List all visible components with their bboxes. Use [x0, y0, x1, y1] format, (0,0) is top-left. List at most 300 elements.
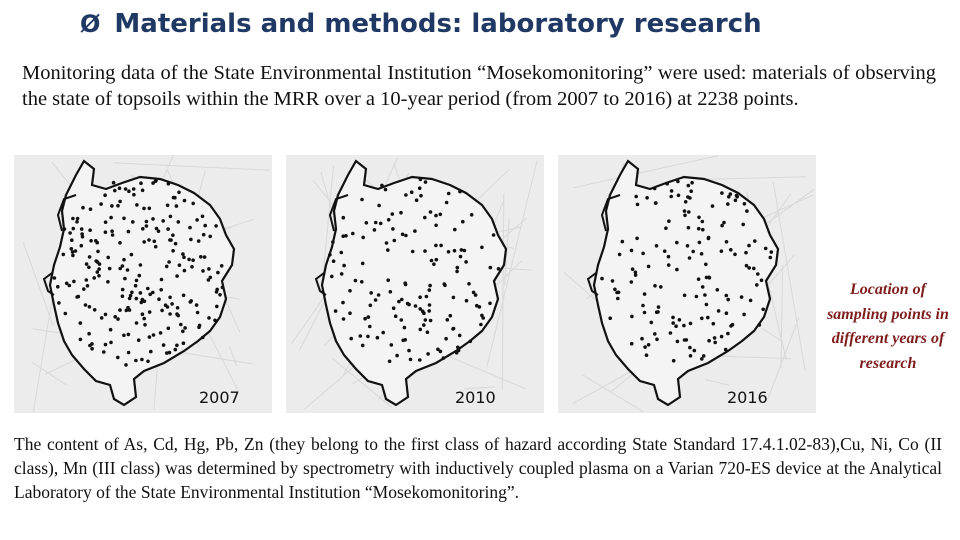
sampling-point [137, 338, 141, 342]
sampling-point [87, 332, 91, 336]
sampling-point [118, 186, 122, 190]
sampling-point [697, 277, 701, 281]
sampling-point [176, 314, 180, 318]
sampling-point [175, 274, 179, 278]
sampling-point [113, 189, 117, 193]
sampling-point [653, 332, 657, 336]
sampling-point [676, 180, 680, 184]
sampling-point [675, 268, 679, 272]
sampling-point [102, 350, 106, 354]
sampling-point [423, 249, 427, 253]
sampling-point [146, 287, 150, 291]
sampling-point [138, 274, 142, 278]
sampling-point [145, 220, 149, 224]
sampling-point [671, 321, 675, 325]
sampling-point [361, 262, 365, 266]
sampling-point [331, 240, 335, 244]
sampling-point [109, 328, 113, 332]
sampling-point [202, 233, 206, 237]
sampling-point [693, 349, 697, 353]
sampling-point [397, 300, 401, 304]
sampling-point [155, 227, 159, 231]
sampling-point [341, 234, 345, 238]
sampling-point [179, 323, 183, 327]
sampling-point [446, 318, 450, 322]
sampling-point [215, 305, 219, 309]
sampling-point [104, 230, 108, 234]
sampling-point [176, 306, 180, 310]
sampling-point [369, 291, 373, 295]
sampling-point [611, 279, 615, 283]
sampling-point [713, 341, 717, 345]
sampling-point [616, 297, 620, 301]
sampling-point [381, 331, 385, 335]
sampling-point [404, 234, 408, 238]
sampling-point [630, 249, 634, 253]
sampling-point [152, 333, 156, 337]
sampling-point [166, 305, 170, 309]
sampling-point [93, 308, 97, 312]
sampling-point [207, 316, 211, 320]
sampling-point [168, 296, 172, 300]
sampling-point [667, 263, 671, 267]
sampling-point [131, 220, 135, 224]
sampling-point [678, 318, 682, 322]
sampling-point [348, 311, 352, 315]
sampling-point [154, 179, 158, 183]
sampling-point [399, 211, 403, 215]
sampling-point [340, 272, 344, 276]
sampling-point [134, 359, 138, 363]
sampling-point [147, 238, 151, 242]
sampling-point [469, 340, 473, 344]
sampling-point [489, 266, 493, 270]
sampling-point [88, 228, 92, 232]
sampling-point [683, 214, 687, 218]
sampling-point [151, 217, 155, 221]
sampling-point [741, 223, 745, 227]
sampling-point [707, 236, 711, 240]
sampling-point [456, 346, 460, 350]
sampling-point [76, 217, 80, 221]
sampling-point [734, 199, 738, 203]
sampling-point [215, 288, 219, 292]
sampling-point [698, 241, 702, 245]
sampling-point [99, 202, 103, 206]
sampling-point [182, 256, 186, 260]
sampling-point [608, 316, 612, 320]
sampling-point [630, 280, 634, 284]
sampling-point [169, 215, 173, 219]
sampling-point [686, 244, 690, 248]
sampling-point [659, 285, 663, 289]
sampling-point [422, 323, 426, 327]
sampling-point [135, 321, 139, 325]
sampling-point [86, 284, 90, 288]
sampling-point [689, 322, 693, 326]
sampling-point [116, 356, 120, 360]
sampling-point [701, 220, 705, 224]
sampling-point [182, 294, 186, 298]
sampling-point [677, 194, 681, 198]
sampling-point [421, 309, 425, 313]
sampling-point [439, 244, 443, 248]
sampling-point [753, 239, 757, 243]
sampling-point [160, 278, 164, 282]
sampling-point [674, 324, 678, 328]
sampling-point [361, 236, 365, 240]
sampling-point [218, 293, 222, 297]
sampling-point [145, 224, 149, 228]
sampling-point [419, 178, 423, 182]
slide-title-text: Materials and methods: laboratory research [114, 9, 762, 39]
sampling-point [479, 323, 483, 327]
sampling-point [141, 312, 145, 316]
sampling-point [691, 250, 695, 254]
sampling-point [769, 256, 773, 260]
sampling-point [220, 264, 224, 268]
sampling-point [365, 221, 369, 225]
sampling-point [328, 253, 332, 257]
sampling-point [672, 359, 676, 363]
sampling-point [414, 304, 418, 308]
sampling-point [647, 265, 651, 269]
sampling-point [467, 282, 471, 286]
sampling-point [419, 328, 423, 332]
sampling-point [79, 321, 83, 325]
sampling-point [143, 323, 147, 327]
sampling-point [349, 337, 353, 341]
sampling-point [132, 193, 136, 197]
sampling-point [636, 203, 640, 207]
sampling-point [108, 267, 112, 271]
sampling-point [643, 292, 647, 296]
sampling-point [419, 194, 423, 198]
sampling-point [359, 334, 363, 338]
sampling-point [160, 309, 164, 313]
sampling-point [689, 354, 693, 358]
sampling-point [79, 338, 83, 342]
sampling-point [96, 270, 100, 274]
sampling-point [442, 356, 446, 360]
sampling-point [618, 253, 622, 257]
sampling-point [174, 348, 178, 352]
sampling-point [167, 182, 171, 186]
sampling-point [389, 290, 393, 294]
sampling-point [87, 266, 91, 270]
sampling-point [80, 227, 84, 231]
sampling-point [348, 289, 352, 293]
sampling-point [166, 227, 170, 231]
sampling-point [75, 295, 79, 299]
sampling-point [368, 325, 372, 329]
sampling-point [688, 256, 692, 260]
sampling-point [428, 284, 432, 288]
sampling-point [85, 262, 89, 266]
sampling-point [669, 331, 673, 335]
sampling-point [142, 207, 146, 211]
sampling-point [613, 288, 617, 292]
sampling-point [88, 305, 92, 309]
map-2007 [14, 155, 272, 413]
sampling-point [70, 238, 74, 242]
sampling-point [70, 247, 74, 251]
sampling-point [455, 270, 459, 274]
sampling-point [342, 317, 346, 321]
sampling-point [377, 293, 381, 297]
sampling-point [740, 295, 744, 299]
sampling-point [760, 279, 764, 283]
sampling-point [90, 347, 94, 351]
sampling-point [461, 220, 465, 224]
sampling-point [641, 304, 645, 308]
sampling-point [139, 263, 143, 267]
sampling-point [208, 235, 212, 239]
sampling-point [470, 213, 474, 217]
sampling-point [704, 263, 708, 267]
sampling-point [488, 302, 492, 306]
sampling-point [744, 251, 748, 255]
sampling-point [411, 250, 415, 254]
sampling-point [361, 344, 365, 348]
sampling-point [726, 332, 730, 336]
sampling-point [135, 297, 139, 301]
sampling-point [135, 203, 139, 207]
sampling-point [146, 360, 150, 364]
sampling-point [701, 285, 705, 289]
sampling-point [403, 338, 407, 342]
sampling-point [657, 305, 661, 309]
sampling-point [733, 253, 737, 257]
sampling-point [121, 294, 125, 298]
sampling-point [621, 240, 625, 244]
sampling-point [118, 241, 122, 245]
sampling-point [64, 312, 68, 316]
sampling-point [97, 267, 101, 271]
sampling-point [724, 348, 728, 352]
sampling-point [207, 278, 211, 282]
sampling-point [386, 248, 390, 252]
sampling-point [110, 204, 114, 208]
sampling-point [700, 357, 704, 361]
sampling-point [116, 204, 120, 208]
sampling-point [451, 327, 455, 331]
sampling-point [148, 293, 152, 297]
sampling-point [379, 222, 383, 226]
sampling-point [711, 204, 715, 208]
sampling-point [124, 187, 128, 191]
sampling-point [720, 224, 724, 228]
sampling-point [367, 315, 371, 319]
sampling-point [386, 278, 390, 282]
sampling-point [159, 331, 163, 335]
sampling-point [177, 220, 181, 224]
sampling-point [758, 323, 762, 327]
sampling-point [85, 278, 89, 282]
sampling-point [81, 235, 85, 239]
sampling-point [745, 209, 749, 213]
sampling-point [96, 260, 100, 264]
sampling-point [68, 231, 72, 235]
sampling-point [665, 182, 669, 186]
sampling-point [130, 253, 134, 257]
sampling-point [720, 191, 724, 195]
sampling-point [706, 316, 710, 320]
sampling-point [687, 184, 691, 188]
sampling-point [95, 241, 99, 245]
sampling-point [655, 338, 659, 342]
sampling-point [148, 335, 152, 339]
sampling-point [726, 298, 730, 302]
sampling-point [191, 258, 195, 262]
sampling-point [129, 294, 133, 298]
sampling-point [717, 309, 721, 313]
sampling-point [189, 300, 193, 304]
sampling-point [128, 308, 132, 312]
sampling-point [196, 311, 200, 315]
sampling-point [75, 220, 79, 224]
sampling-point [445, 201, 449, 205]
sampling-point [363, 317, 367, 321]
sampling-point [96, 250, 100, 254]
sampling-point [427, 309, 431, 313]
sampling-point [201, 215, 205, 219]
sampling-point [455, 351, 459, 355]
map-2010 [286, 155, 544, 413]
sampling-point [181, 252, 185, 256]
sampling-point [689, 189, 693, 193]
sampling-point [132, 187, 136, 191]
sampling-point [418, 358, 422, 362]
sampling-point [154, 245, 158, 249]
sampling-point [701, 228, 705, 232]
sampling-point [722, 221, 726, 225]
city-boundary-outline [594, 161, 778, 405]
sampling-point [373, 228, 377, 232]
sampling-point [340, 251, 344, 255]
sampling-point [385, 241, 389, 245]
sampling-point [453, 249, 457, 253]
sampling-point [141, 189, 145, 193]
sampling-point [735, 194, 739, 198]
sampling-point [683, 338, 687, 342]
city-boundary-outline [50, 161, 234, 405]
sampling-point [118, 267, 122, 271]
sampling-point [430, 259, 434, 263]
sampling-point [743, 202, 747, 206]
sampling-point [203, 224, 207, 228]
sampling-point [167, 327, 171, 331]
map-year-label-2016: 2016 [727, 388, 768, 407]
sampling-point [195, 303, 199, 307]
sampling-point [634, 273, 638, 277]
sampling-point [426, 330, 430, 334]
sampling-point [159, 288, 163, 292]
sampling-point [74, 249, 78, 253]
intro-paragraph: Monitoring data of the State Environmental Institution “Mosekomonitoring” were used: materials of observing the state of topsoils within the MRR over a 10-year period (from 2007 to 2016) at 2238 points. [22, 62, 936, 110]
sampling-point [656, 310, 660, 314]
sampling-point [90, 342, 94, 346]
sampling-point [53, 276, 57, 280]
map-2010-graphic [286, 155, 544, 413]
sampling-point [72, 280, 76, 284]
sampling-point [106, 256, 110, 260]
sampling-point [464, 260, 468, 264]
sampling-point [756, 272, 760, 276]
sampling-point [140, 301, 144, 305]
methods-paragraph: The content of As, Cd, Hg, Pb, Zn (they belong to the first class of hazard according State Standard 17.4.1.02-83),Cu, Ni, Co (II class), Mn (III class) was determined by spectrometry with inductively coupled plasma on a Varian 720-ES device at the Analytical Laboratory of the State Environmental Institution “Mosekomonitoring”. [14, 434, 942, 502]
sampling-point [110, 229, 114, 233]
sampling-point [400, 298, 404, 302]
sampling-point [643, 345, 647, 349]
city-boundary-outline [322, 161, 506, 405]
sampling-point [191, 202, 195, 206]
sampling-point [201, 269, 205, 273]
sampling-point [444, 337, 448, 341]
sampling-point [81, 206, 85, 210]
sampling-point [453, 228, 457, 232]
sampling-point [707, 339, 711, 343]
sampling-point [480, 246, 484, 250]
map-2016-graphic [558, 155, 816, 413]
sampling-point [189, 238, 193, 242]
sampling-point [690, 181, 694, 185]
sampling-point [675, 241, 679, 245]
sampling-point [725, 294, 729, 298]
sampling-point [391, 212, 395, 216]
sampling-point [720, 249, 724, 253]
sampling-point [195, 218, 199, 222]
sampling-point [149, 350, 153, 354]
sampling-point [726, 202, 730, 206]
sampling-point [424, 318, 428, 322]
sampling-point [127, 230, 131, 234]
sampling-point [392, 306, 396, 310]
sampling-point [125, 309, 129, 313]
map-caption: Location of sampling points in different years of research [827, 281, 949, 372]
map-2016 [558, 155, 816, 413]
sampling-point [716, 288, 720, 292]
sampling-point [413, 229, 417, 233]
sampling-point [354, 279, 358, 283]
sampling-point [423, 216, 427, 220]
sampling-point [88, 255, 92, 259]
sampling-point [165, 265, 169, 269]
sampling-point [459, 255, 463, 259]
sampling-point [334, 309, 338, 313]
sampling-point [393, 239, 397, 243]
sampling-point [682, 324, 686, 328]
sampling-point [747, 266, 751, 270]
sampling-point [497, 267, 501, 271]
sampling-point [388, 360, 392, 364]
sampling-point [89, 239, 93, 243]
sampling-point [122, 334, 126, 338]
sampling-point [400, 318, 404, 322]
sampling-point [418, 186, 422, 190]
sampling-point [71, 217, 75, 221]
sampling-point [654, 201, 658, 205]
sampling-point [702, 354, 706, 358]
sampling-point [435, 258, 439, 262]
sampling-point [170, 302, 174, 306]
sampling-point [615, 291, 619, 295]
sampling-point [645, 196, 649, 200]
sampling-point [157, 297, 161, 301]
sampling-point [725, 311, 729, 315]
map-2007-graphic [14, 155, 272, 413]
sampling-point [71, 254, 75, 258]
